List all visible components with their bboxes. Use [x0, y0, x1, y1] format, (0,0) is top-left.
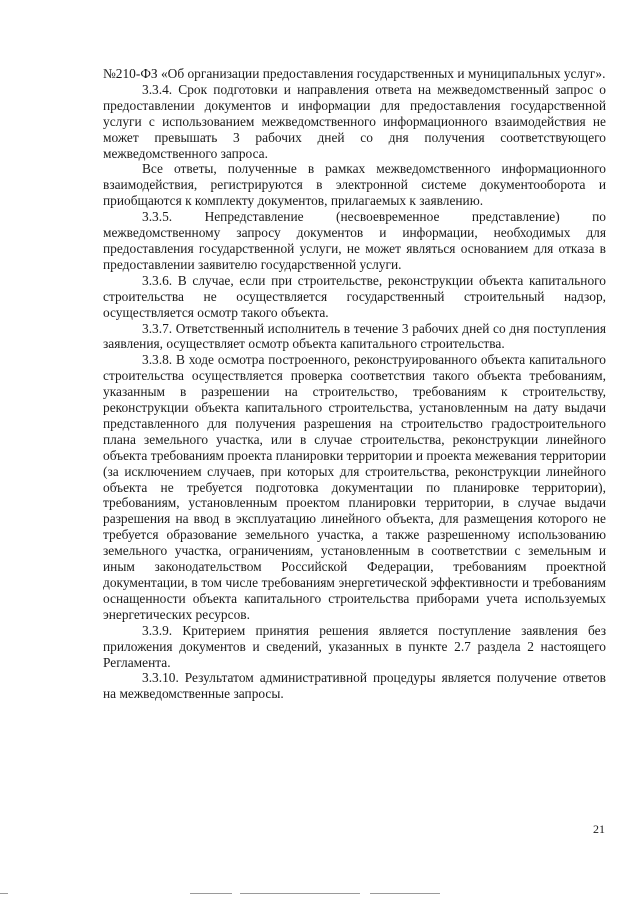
scan-edge-marks: [0, 893, 640, 897]
paragraph-3-3-4: 3.3.4. Срок подготовки и направления ответа на межведомственный запрос о предоставлении документов и информации для предоставления государственной услуги с использованием межведомственного информационного взаимодействия не может превышать 3 рабочих дней со дня получения соответствующего межведомственного запроса.: [103, 81, 606, 161]
page-number: 21: [593, 822, 605, 836]
paragraph-3-3-6: 3.3.6. В случае, если при строительстве, реконструкции объекта капитального строительства не осуществляется государственный строительный надзор, осуществляется осмотр такого объекта.: [103, 272, 606, 320]
document-body: [103, 66, 606, 702]
paragraph-3-3-9: 3.3.9. Критерием принятия решения является поступление заявления без приложения документов и сведений, указанных в пункте 2.7 раздела 2 настоящего Регламента.: [103, 622, 606, 670]
paragraph-law-reference: №210-ФЗ «Об организации предоставления государственных и муниципальных услуг».: [103, 66, 606, 81]
paragraph-3-3-8: 3.3.8. В ходе осмотра построенного, реконструированного объекта капитального строительства осуществляется проверка соответствия такого объекта требованиям, указанным в разрешении на строительство, требованиям к строительству, реконструкции объекта капитального строительства, установленным на дату выдачи представленного для получения разрешения на строительство градостроительного плана земельного участка, или в случае строительства, реконструкции линейного объекта требованиям проекта планировки территории и проекта межевания территории (за исключением случаев, при которых для строительства, реконструкции линейного объекта не требуется подготовка документации по планировке территории), требованиям, установленным проектом планировки территории, в случае выдачи разрешения на ввод в эксплуатацию линейного объекта, для размещения которого не требуется образование земельного участка, а также разрешенному использованию земельного участка, ограничениям, установленным в соответствии с земельным и иным законодательством Российской Федерации, требованиям проектной документации, в том числе требованиям энергетической эффективности и требованиям оснащенности объекта капитального строительства приборами учета используемых энергетических ресурсов.: [103, 352, 606, 622]
paragraph-3-3-7: 3.3.7. Ответственный исполнитель в течение 3 рабочих дней со дня поступления заявления, осуществляет осмотр объекта капитального строительства.: [103, 320, 606, 352]
paragraph-3-3-10: 3.3.10. Результатом административной процедуры является получение ответов на межведомственные запросы.: [103, 670, 606, 702]
paragraph-3-3-5: 3.3.5. Непредставление (несвоевременное представление) по межведомственному запросу документов и информации, необходимых для предоставления государственной услуги, не может являться основанием для отказа в предоставлении заявителю государственной услуги.: [103, 209, 606, 272]
paragraph-responses-registration: Все ответы, полученные в рамках межведомственного информационного взаимодействия, регистрируются в электронной системе документооборота и приобщаются к комплекту документов, прилагаемых к заявлению.: [103, 161, 606, 209]
